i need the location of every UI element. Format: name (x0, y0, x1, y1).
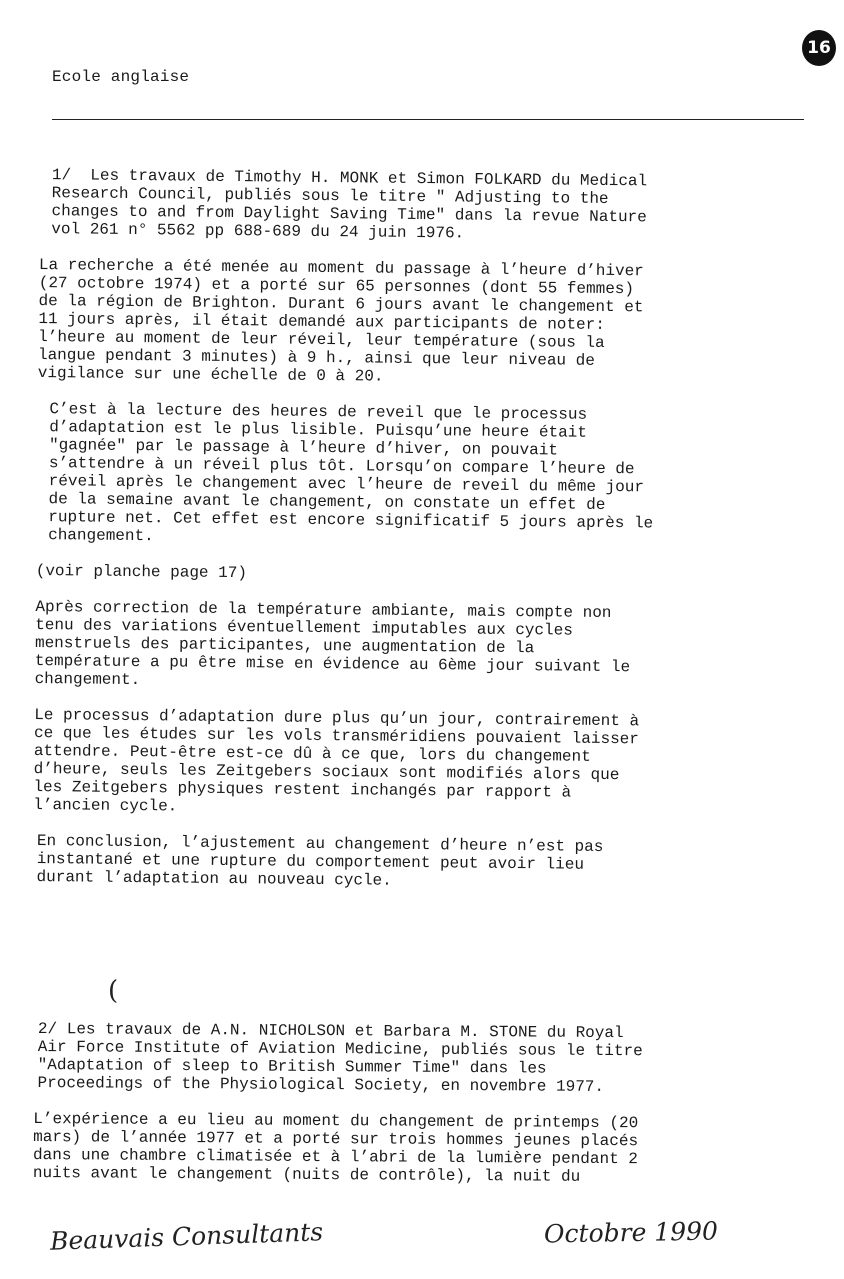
header-divider (52, 119, 804, 120)
page-number-badge: 16 (802, 30, 836, 66)
paragraph-study-reference-2: 2/ Les travaux de A.N. NICHOLSON et Barbara M. STONE du Royal Air Force Institute of Aviation Medicine, publiés sous le titre "Adaptation of sleep to British Summer Time" dans les Proceedings of the Physiological Society, en novembre 1977. (37, 1020, 643, 1096)
paragraph-study-reference: 1/ Les travaux de Timothy H. MONK et Simon FOLKARD du Medical Research Council, publiés sous le titre " Adjusting to the changes to and from Daylight Saving Time" dans la revue Nature vol 261 n° 5562 pp 688-689 du 24 juin 1976. (51, 166, 648, 243)
paragraph-method: La recherche a été menée au moment du passage à l’heure d’hiver (27 octobre 1974) et a porté sur 65 personnes (dont 55 femmes) de la région de Brighton. Durant 6 jours avant le changement et 11 jours après, il était demandé aux participants de noter: l’heure au moment de leur réveil, leur température (sous la langue pendant 3 minutes) à 9 h., ainsi que leur niveau de vigilance sur une échelle de 0 à 20. (37, 255, 644, 386)
footer-author: Beauvais Consultants (49, 1217, 324, 1256)
handwritten-mark: ( (108, 976, 119, 1006)
section-2 (33, 1020, 810, 1205)
section-1 (32, 166, 808, 912)
footer-date: Octobre 1990 (543, 1216, 719, 1249)
paragraph-plate-reference: (voir planche page 17) (35, 561, 248, 583)
paragraph-temperature: Après correction de la température ambiante, mais compte non tenu des variations éventuellement imputables aux cycles menstruels des participantes, une augmentation de la température a pu être mise en évidence au 6ème jour suivant le changement. (34, 597, 631, 690)
paragraph-conclusion: En conclusion, l’ajustement au changement d’heure n’est pas instantané et une rupture du comportement peut avoir lieu durant l’adaptation au nouveau cycle. (36, 832, 604, 890)
paragraph-experiment: L’expérience a eu lieu au moment du changement de printemps (20 mars) de l’année 1977 et a porté sur trois hommes jeunes placés dans une chambre climatisée et à l’abri de la lumière pendant 2 nuits avant le changement (nuits de contrôle), la nuit du (32, 1109, 639, 1186)
paragraph-wake-times: C’est à la lecture des heures de reveil que le processus d’adaptation est le plus lisible. Puisqu’une heure était "gagnée" par le passage à l’heure d’hiver, on pouvait s’attendre à un réveil plus tôt. Lorsqu’on compare l’heure de réveil après le changement avec l’heure de reveil du même jour de la semaine avant le changement, on constate un effet de rupture net. Cet effet est encore significatif 5 jours après le changement. (48, 400, 654, 546)
header-title: Ecole anglaise (52, 68, 190, 86)
paragraph-adaptation: Le processus d’adaptation dure plus qu’un jour, contrairement à ce que les études sur les vols transméridiens pouvaient laisser attendre. Peut-être est-ce dû à ce que, lors du changement d’heure, seuls les Zeitgebers sociaux sont modifiés alors que les Zeitgebers physiques restent inchangés par rapport à l’ancien cycle. (33, 705, 640, 816)
